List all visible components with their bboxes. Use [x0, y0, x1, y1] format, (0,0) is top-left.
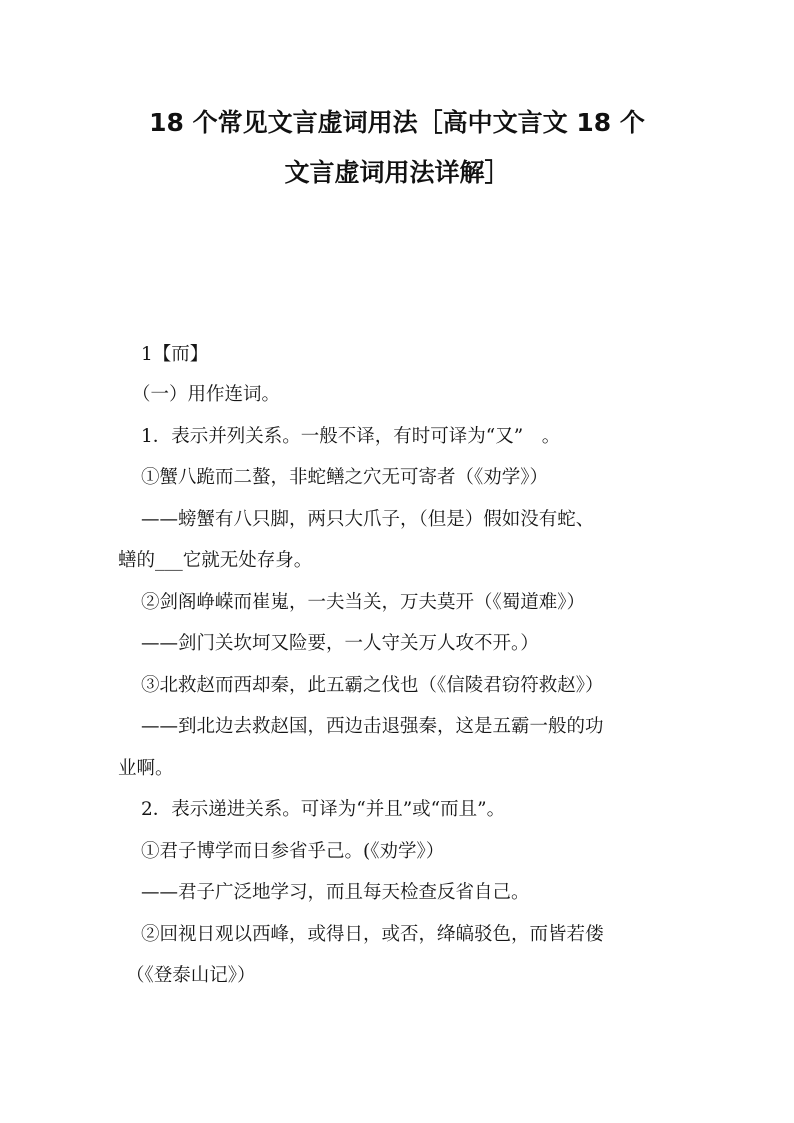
document-title-line-2: 文言虚词用法详解］ — [284, 158, 510, 187]
example-5: ②回视日观以西峰，或得日，或否，绛皜驳色，而皆若偻 — [141, 924, 604, 945]
translation-1-continued: 蟮的___它就无处存身。 — [118, 550, 313, 571]
document-title-line-1: 18 个常见文言虚词用法［高中文言文 18 个 — [149, 108, 645, 137]
translation-4: ——君子广泛地学习，而且每天检查反省自己。 — [141, 882, 530, 903]
section-heading-er: 1【而】 — [141, 344, 209, 365]
example-3: ③北救赵而西却秦，此五霸之伐也（《信陵君窃符救赵》） — [141, 675, 604, 696]
usage-heading-progressive: 2．表示递进关系。可译为“并且”或“而且”。 — [141, 799, 506, 820]
translation-3: ——到北边去救赵国，西边击退强秦，这是五霸一般的功 — [141, 716, 604, 737]
example-1: ①蟹八跪而二螯，非蛇鳝之穴无可寄者（《劝学》） — [141, 467, 549, 488]
example-5-source: （《登泰山记》） — [126, 965, 256, 986]
translation-3-continued: 业啊。 — [118, 758, 174, 779]
example-4: ①君子博学而日参省乎己。(《劝学》） — [141, 841, 445, 862]
translation-1: ——螃蟹有八只脚，两只大爪子，（但是）假如没有蛇、 — [141, 509, 595, 530]
example-2: ②剑阁峥嵘而崔嵬，一夫当关，万夫莫开（《蜀道难》） — [141, 592, 586, 613]
subsection-heading-conjunction: （一）用作连词。 — [132, 384, 281, 405]
usage-heading-parallel: 1．表示并列关系。一般不译，有时可译为“又” 。 — [141, 426, 561, 447]
translation-2: ——剑门关坎坷又险要，一人守关万人攻不开。） — [141, 633, 539, 654]
